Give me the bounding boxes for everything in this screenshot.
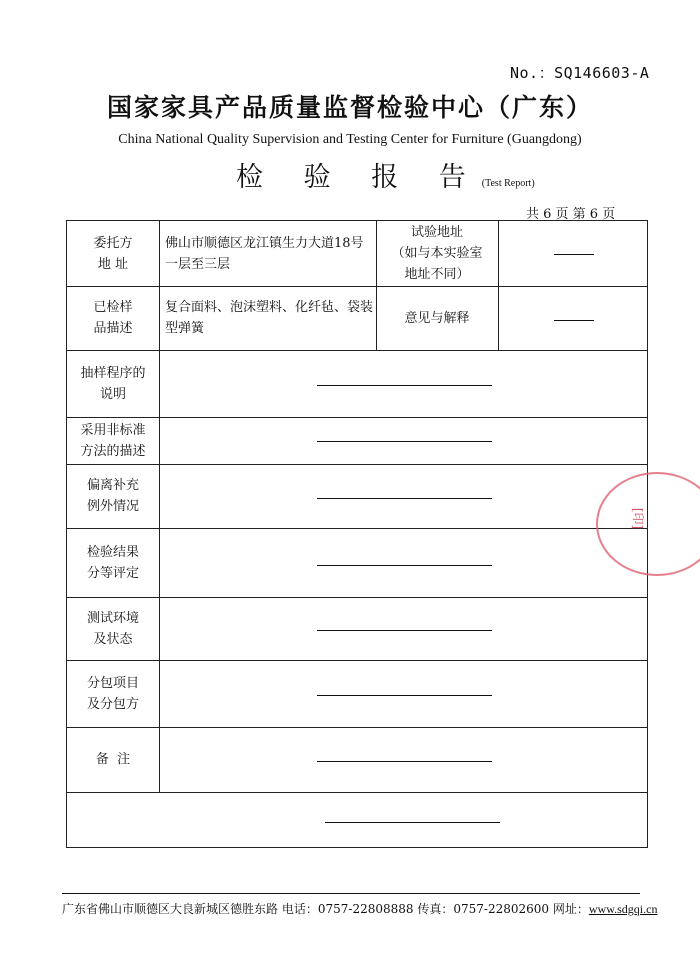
client-address-label: 委托方 地 址 <box>93 235 133 272</box>
column-divider <box>498 221 499 350</box>
report-table <box>66 220 648 848</box>
remarks-label: 备 注 <box>95 752 131 767</box>
sample-description-label: 已检样 品描述 <box>93 300 133 336</box>
nonstandard-method-blank <box>317 441 492 442</box>
report-title <box>236 155 535 194</box>
test-environment-label: 测试环境 及状态 <box>86 610 139 647</box>
page-count: 共 6 页 第 6 页 <box>526 207 616 222</box>
subcontract-label: 分包项目 及分包方 <box>86 675 139 712</box>
footer-address: 广东省佛山市顺德区大良新城区德胜东路 <box>62 902 279 916</box>
footer-divider <box>62 893 640 894</box>
subcontract-blank <box>317 695 492 696</box>
bottom-blank <box>325 822 500 823</box>
report-number: No.：SQ146603-A <box>510 64 650 82</box>
seal-stamp-text: [印] <box>631 507 646 530</box>
footer-phone: 电话：0757-22808888 <box>281 902 414 916</box>
sample-description-value: 复合面料、泡沫塑料、化纤毡、袋装型弹簧 <box>165 300 374 336</box>
report-title-english: (Test Report) <box>481 178 535 189</box>
test-environment-blank <box>317 630 492 631</box>
opinion-label: 意见与解释 <box>404 310 470 326</box>
test-address-label: 试验地址 （如与本实验室 地址不同） <box>391 225 483 282</box>
result-grading-label: 检验结果 分等评定 <box>86 544 139 581</box>
report-title-chinese: 检 验 报 告 <box>236 162 482 193</box>
client-address-value: 佛山市顺德区龙江镇生力大道18号一层至三层 <box>165 235 364 272</box>
sampling-procedure-blank <box>317 385 492 386</box>
test-address-blank <box>554 254 594 255</box>
deviation-label: 偏离补充 例外情况 <box>86 478 139 514</box>
footer-contact <box>62 900 657 917</box>
footer-fax: 传真：0757-22802600 <box>417 902 550 916</box>
nonstandard-method-label: 采用非标准 方法的描述 <box>80 422 146 459</box>
sampling-procedure-label: 抽样程序的 说明 <box>80 365 146 402</box>
result-grading-blank <box>317 565 492 566</box>
row-divider <box>67 792 647 793</box>
opinion-blank <box>554 320 594 321</box>
deviation-blank <box>317 498 492 499</box>
footer-website-label: 网址： <box>552 902 589 916</box>
remarks-blank <box>317 761 492 762</box>
center-title-english: China National Quality Supervision and Testing Center for Furniture (Guangdong) <box>118 132 582 147</box>
footer-website-link[interactable]: www.sdgqi.cn <box>588 902 658 916</box>
center-title-chinese: 国家家具产品质量监督检验中心（广东） <box>106 93 593 122</box>
